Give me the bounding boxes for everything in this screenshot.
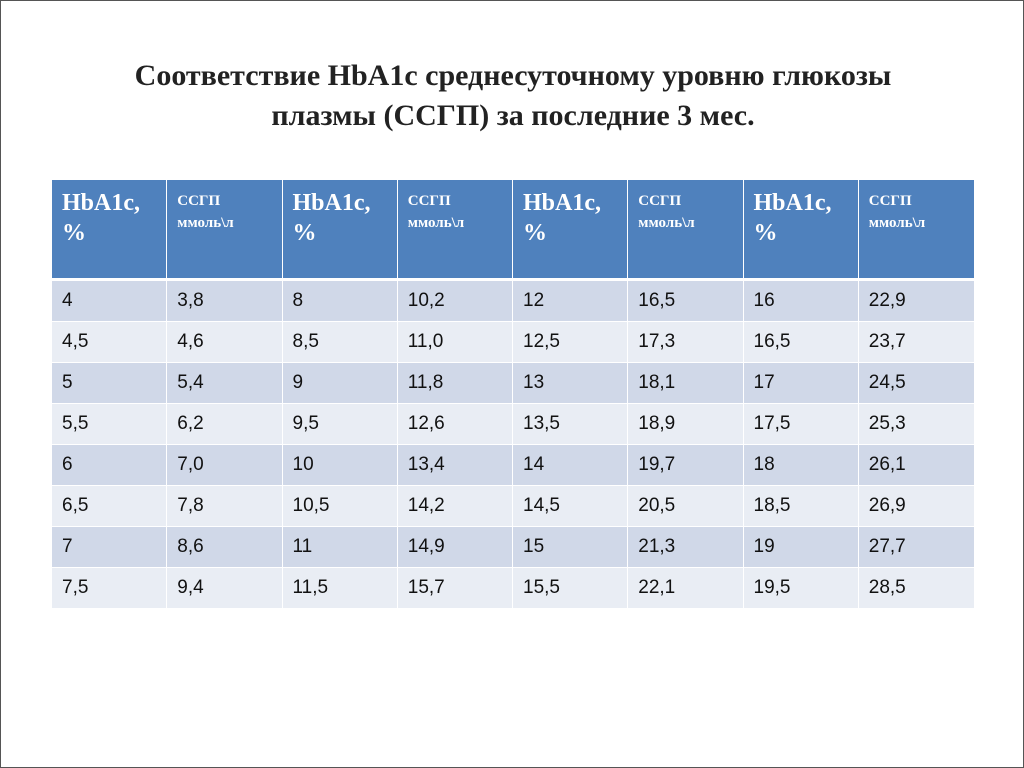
header-hba1c-2 (283, 180, 398, 281)
table-cell: 13,4 (398, 445, 513, 486)
table-cell: 5,4 (167, 363, 282, 404)
header-label: ССГП ммоль\л (868, 193, 926, 231)
header-label: HbA1c, % (753, 190, 832, 246)
table-cell: 7,8 (167, 486, 282, 527)
slide-title (61, 56, 965, 136)
table-cell: 4 (52, 281, 167, 322)
table-cell: 13,5 (513, 404, 628, 445)
table-row (52, 527, 974, 568)
table-cell: 11,0 (398, 322, 513, 363)
table-cell: 11,8 (398, 363, 513, 404)
table-row (52, 404, 974, 445)
table-cell: 14,5 (513, 486, 628, 527)
table-cell: 15 (513, 527, 628, 568)
title-line-2: плазмы (ССГП) за последние 3 мес. (271, 99, 755, 132)
table-row (52, 281, 974, 322)
table-cell: 16,5 (628, 281, 743, 322)
table-cell: 11 (283, 527, 398, 568)
table-cell: 17,5 (744, 404, 859, 445)
table-cell: 22,9 (859, 281, 974, 322)
table-cell: 10 (283, 445, 398, 486)
table-cell: 9 (283, 363, 398, 404)
table-cell: 18,5 (744, 486, 859, 527)
table-cell: 18 (744, 445, 859, 486)
table-cell: 8 (283, 281, 398, 322)
table-cell: 22,1 (628, 568, 743, 609)
table-cell: 27,7 (859, 527, 974, 568)
table-cell: 7 (52, 527, 167, 568)
table-cell: 5 (52, 363, 167, 404)
table-cell: 8,5 (283, 322, 398, 363)
table-cell: 3,8 (167, 281, 282, 322)
header-glucose-4 (859, 180, 974, 281)
table-cell: 26,9 (859, 486, 974, 527)
header-hba1c-3 (513, 180, 628, 281)
table-row (52, 363, 974, 404)
table-cell: 16,5 (744, 322, 859, 363)
table-cell: 14,9 (398, 527, 513, 568)
table-cell: 20,5 (628, 486, 743, 527)
table-cell: 15,7 (398, 568, 513, 609)
table-row (52, 322, 974, 363)
table-cell: 11,5 (283, 568, 398, 609)
table-cell: 16 (744, 281, 859, 322)
header-label: ССГП ммоль\л (638, 193, 695, 231)
table-cell: 19 (744, 527, 859, 568)
table-cell: 12,5 (513, 322, 628, 363)
table-cell: 14,2 (398, 486, 513, 527)
header-label: HbA1c, % (523, 190, 601, 246)
header-hba1c-1 (52, 180, 167, 281)
table-cell: 25,3 (859, 404, 974, 445)
table-cell: 12,6 (398, 404, 513, 445)
table-cell: 10,2 (398, 281, 513, 322)
table-row (52, 486, 974, 527)
table-cell: 26,1 (859, 445, 974, 486)
table-cell: 17 (744, 363, 859, 404)
table-cell: 8,6 (167, 527, 282, 568)
table-cell: 21,3 (628, 527, 743, 568)
table-cell: 23,7 (859, 322, 974, 363)
table-cell: 15,5 (513, 568, 628, 609)
title-line-1: Соответствие HbA1c среднесуточному уровню глюкозы (134, 59, 892, 92)
table-cell: 18,1 (628, 363, 743, 404)
table-cell: 14 (513, 445, 628, 486)
table-cell: 10,5 (283, 486, 398, 527)
header-row (52, 180, 974, 281)
table-cell: 6,5 (52, 486, 167, 527)
table-cell: 24,5 (859, 363, 974, 404)
table-cell: 4,6 (167, 322, 282, 363)
table-cell: 9,4 (167, 568, 282, 609)
table-cell: 5,5 (52, 404, 167, 445)
header-label: ССГП ммоль\л (177, 193, 234, 231)
table-cell: 12 (513, 281, 628, 322)
table-cell: 6,2 (167, 404, 282, 445)
table-row (52, 445, 974, 486)
table-cell: 4,5 (52, 322, 167, 363)
table-cell: 17,3 (628, 322, 743, 363)
table-cell: 9,5 (283, 404, 398, 445)
hba1c-glucose-table (52, 180, 974, 609)
table-cell: 7,5 (52, 568, 167, 609)
table-row (52, 568, 974, 609)
table-cell: 13 (513, 363, 628, 404)
table-cell: 18,9 (628, 404, 743, 445)
table-cell: 6 (52, 445, 167, 486)
header-label: HbA1c, % (292, 190, 371, 246)
table-cell: 19,5 (744, 568, 859, 609)
table-cell: 19,7 (628, 445, 743, 486)
header-label: ССГП ммоль\л (407, 193, 465, 231)
table-cell: 7,0 (167, 445, 282, 486)
header-glucose-3 (628, 180, 743, 281)
header-glucose-2 (398, 180, 513, 281)
header-hba1c-4 (744, 180, 859, 281)
header-glucose-1 (167, 180, 282, 281)
table-cell: 28,5 (859, 568, 974, 609)
header-label: HbA1c, % (62, 190, 140, 246)
